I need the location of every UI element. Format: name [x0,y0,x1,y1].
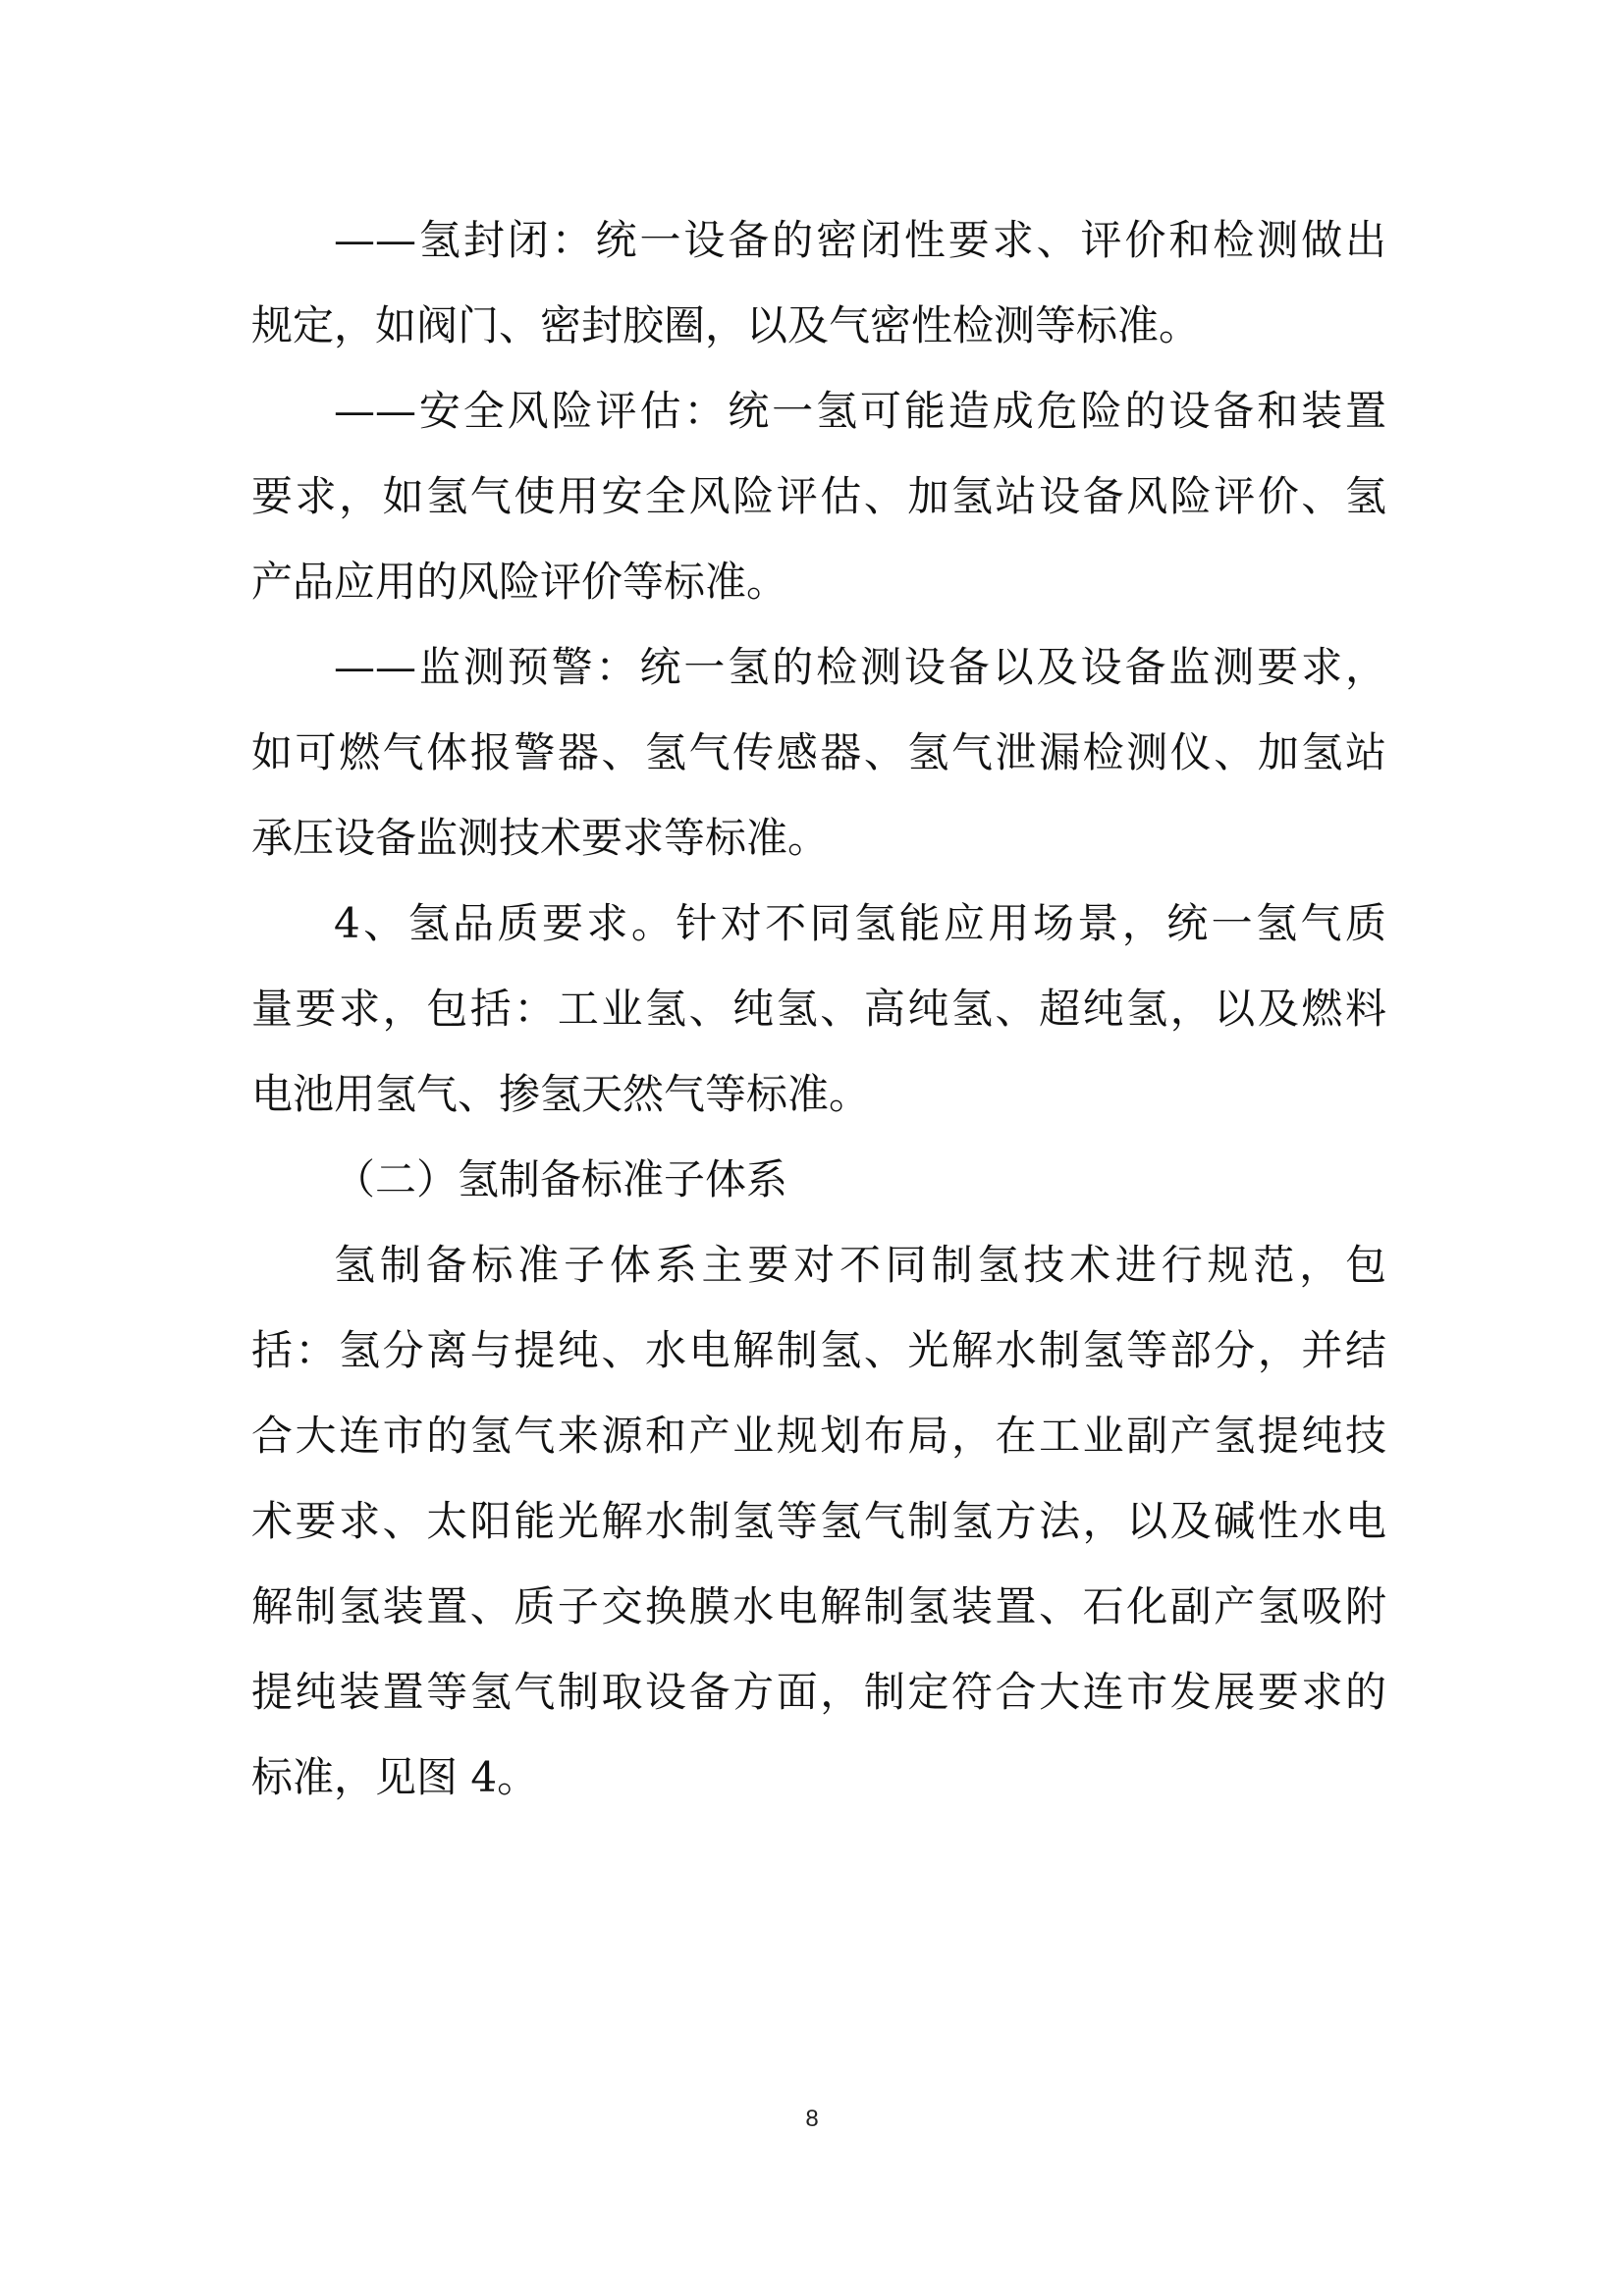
paragraph-hydrogen-production-line-7: 标准，见图 4。 [251,1753,539,1801]
paragraph-hydrogen-quality-line-2: 量要求，包括：工业氢、纯氢、高纯氢、超纯氢，以及燃料 [251,985,1386,1033]
paragraph-monitoring-line-3: 承压设备监测技术要求等标准。 [251,814,830,862]
paragraph-hydrogen-production-line-3: 合大连市的氢气来源和产业规划布局，在工业副产氢提纯技 [251,1412,1386,1460]
paragraph-hydrogen-production-line-6: 提纯装置等氢气制取设备方面，制定符合大连市发展要求的 [251,1668,1386,1716]
paragraph-hydrogen-sealing-line-2: 规定，如阀门、密封胶圈，以及气密性检测等标准。 [251,301,1201,349]
paragraph-hydrogen-production-line-2: 括：氢分离与提纯、水电解制氢、光解水制氢等部分，并结 [251,1326,1386,1374]
paragraph-risk-assessment-line-1: ——安全风险评估：统一氢可能造成危险的设备和装置 [334,387,1386,435]
paragraph-monitoring-line-1: ——监测预警：统一氢的检测设备以及设备监测要求， [334,643,1386,691]
paragraph-hydrogen-production-line-1: 氢制备标准子体系主要对不同制氢技术进行规范，包 [334,1241,1386,1289]
paragraph-risk-assessment-line-2: 要求，如氢气使用安全风险评估、加氢站设备风险评价、氢 [251,472,1386,520]
page-number: 8 [805,2106,819,2132]
paragraph-hydrogen-sealing-line-1: ——氢封闭：统一设备的密闭性要求、评价和检测做出 [334,216,1386,264]
paragraph-hydrogen-production-line-5: 解制氢装置、质子交换膜水电解制氢装置、石化副产氢吸附 [251,1582,1386,1630]
paragraph-risk-assessment-line-3: 产品应用的风险评价等标准。 [251,558,788,606]
paragraph-hydrogen-quality-line-3: 电池用氢气、掺氢天然气等标准。 [251,1070,871,1118]
paragraph-monitoring-line-2: 如可燃气体报警器、氢气传感器、氢气泄漏检测仪、加氢站 [251,728,1386,776]
paragraph-hydrogen-production-line-4: 术要求、太阳能光解水制氢等氢气制氢方法，以及碱性水电 [251,1497,1386,1545]
paragraph-hydrogen-quality-line-1: 4、氢品质要求。针对不同氢能应用场景，统一氢气质 [334,899,1386,947]
section-heading-hydrogen-production: （二）氢制备标准子体系 [334,1155,788,1203]
